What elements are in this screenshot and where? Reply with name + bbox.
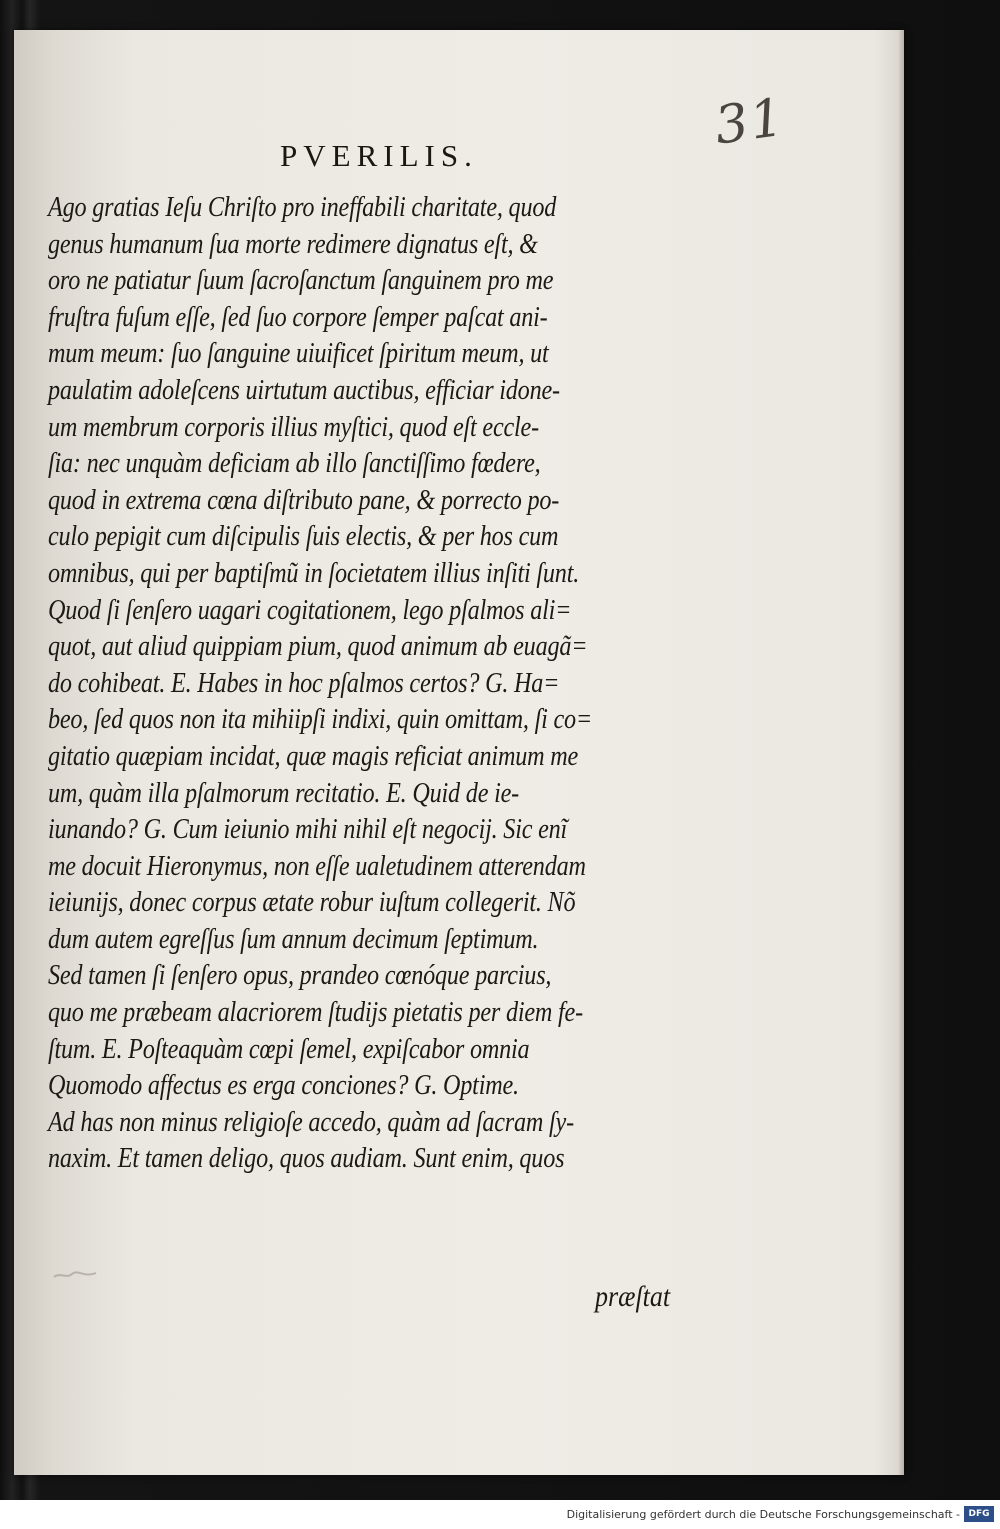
text-line: me docuit Hieronymus, non eſſe ualetudinem atterendam — [48, 850, 586, 882]
text-line: quo me præbeam alacriorem ſtudijs pietatis per diem fe- — [48, 996, 583, 1029]
text-line: naxim. Et tamen deligo, quos audiam. Sunt enim, quos — [48, 1142, 565, 1175]
text-line: Ago gratias Ieſu Chriſto pro ineffabili charitate, quod — [48, 191, 557, 224]
text-line: do cohibeat. E. Habes in hoc pſalmos certos? G. Ha= — [48, 667, 560, 700]
digitization-credit: Digitalisierung gefördert durch die Deutsche Forschungsgemeinschaft - — [566, 1508, 960, 1521]
catchword: præſtat — [595, 1279, 671, 1314]
text-line: fruſtra fuſum eſſe, ſed ſuo corpore ſemper paſcat ani- — [48, 301, 548, 334]
folio-number: 31 — [711, 87, 790, 157]
text-line: paulatim adoleſcens uirtutum auctibus, efficiar idone- — [48, 374, 560, 407]
text-line: Sed tamen ſi ſenſero opus, prandeo cœnóque parcius, — [48, 959, 552, 992]
text-line: iunando? G. Cum ieiunio mihi nihil eſt negocij. Sic enĩ — [48, 813, 568, 846]
text-line: Quomodo affectus es erga conciones? G. Optime. — [48, 1069, 519, 1102]
text-line: gitatio quæpiam incidat, quæ magis reficiat animum me — [48, 740, 579, 773]
text-line: mum meum: ſuo ſanguine uiuificet ſpiritum meum, ut — [48, 337, 549, 370]
text-line: um membrum corporis illius myſtici, quod eſt eccle- — [48, 410, 539, 443]
marginal-smudge — [52, 1268, 102, 1282]
page-edge-shadow — [898, 30, 904, 1475]
text-line: culo pepigit cum diſcipulis ſuis electis, & per hos cum — [48, 520, 559, 553]
text-line: dum autem egreſſus ſum annum decimum ſeptimum. — [48, 923, 539, 956]
text-line: quot, aut aliud quippiam pium, quod animum ab euagã= — [48, 630, 588, 663]
text-line: beo, ſed quos non ita mihiipſi indixi, quin omittam, ſi co= — [48, 703, 593, 736]
text-line: Ad has non minus religioſe accedo, quàm ad ſacram ſy- — [48, 1106, 574, 1139]
running-head: PVERILIS. — [280, 138, 478, 173]
text-line: um, quàm illa pſalmorum recitatio. E. Quid de ie- — [48, 776, 519, 809]
text-line: genus humanum ſua morte redimere dignatus eſt, & — [48, 228, 538, 260]
dfg-logo: DFG — [964, 1506, 994, 1522]
text-line: Quod ſi ſenſero uagari cogitationem, lego pſalmos ali= — [48, 593, 572, 626]
text-line: omnibus, qui per baptiſmũ in ſocietatem illius inſiti ſunt. — [48, 557, 580, 590]
text-line: ieiunijs, donec corpus ætate robur iuſtum collegerit. Nõ — [48, 886, 576, 919]
text-line: ſtum. E. Poſteaquàm cœpi ſemel, expiſcabor omnia — [48, 1033, 530, 1065]
text-line: quod in extrema cœna diſtributo pane, & porrecto po- — [48, 484, 560, 517]
body-text — [48, 190, 698, 1178]
text-line: ſia: nec unquàm deficiam ab illo ſanctiſſimo fœdere, — [48, 447, 541, 480]
text-line: oro ne patiatur ſuum ſacroſanctum ſanguinem pro me — [48, 264, 554, 297]
